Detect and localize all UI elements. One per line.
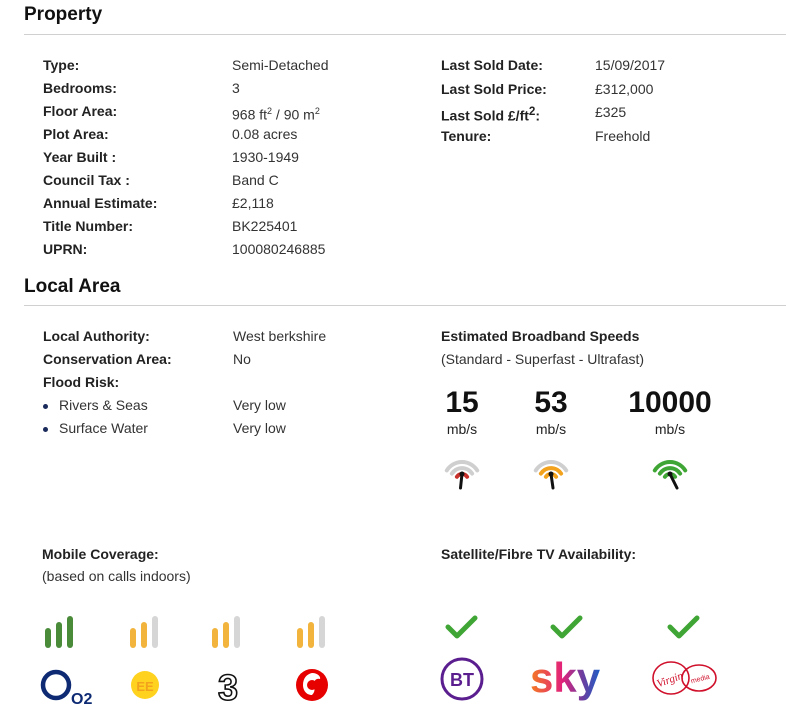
flood-rivers-label: Rivers & Seas [59, 397, 148, 413]
conservation-value: No [233, 351, 251, 367]
check-icon [445, 614, 479, 642]
three-logo-text: 3 [217, 667, 239, 708]
speed-standard-unit: mb/s [446, 421, 478, 437]
property-right-label: Last Sold Date: [441, 57, 543, 73]
signal-bar [152, 616, 158, 648]
property-left-label: Title Number: [43, 218, 133, 234]
gauge-hub [668, 472, 673, 477]
broadband-title: Estimated Broadband Speeds [441, 328, 640, 344]
property-left-value: 3 [232, 80, 240, 96]
check-icon [667, 614, 701, 642]
speed-superfast-unit: mb/s [535, 421, 567, 437]
property-right-label: Last Sold Price: [441, 80, 547, 97]
signal-bar [319, 616, 325, 648]
speed-gauge-icon [648, 452, 692, 492]
signal-bar [45, 628, 51, 648]
property-right-value: £312,000 [595, 80, 654, 97]
property-right-value: Freehold [595, 127, 651, 144]
signal-bars-icon [209, 614, 249, 650]
property-left-label: Bedrooms: [43, 80, 117, 96]
property-left-value: 100080246885 [232, 241, 326, 257]
property-left-label: Type: [43, 57, 80, 73]
speed-ultrafast-value: 10000 [628, 386, 712, 419]
bullet-icon [43, 427, 48, 432]
property-left-value: 1930-1949 [232, 149, 299, 165]
local-authority-value: West berkshire [233, 328, 327, 344]
property-right-label: Last Sold $£/ft^2$: [441, 105, 541, 124]
signal-bar [56, 622, 62, 648]
vodafone-logo [294, 664, 334, 708]
signal-bar [212, 628, 218, 648]
gauge-hub [460, 472, 465, 477]
speed-gauge-icon [440, 452, 484, 492]
signal-bar [130, 628, 136, 648]
property-right-label: Tenure: [441, 127, 492, 144]
signal-bar [223, 622, 229, 648]
property-left-value: BK225401 [232, 218, 298, 234]
bt-logo [440, 657, 486, 703]
property-left-value: £2,118 [232, 195, 274, 211]
local-area-divider [24, 305, 786, 306]
property-right-value: £325 [595, 104, 627, 120]
flood-rivers-value: Very low [233, 397, 286, 413]
virgin-media-text: media [690, 673, 711, 686]
bt-logo-text: BT [450, 670, 474, 690]
local-authority-label: Local Authority: [43, 328, 150, 344]
virgin-media-logo [650, 656, 720, 700]
property-left-label: Annual Estimate: [43, 195, 158, 211]
flood-risk-label: Flood Risk: [43, 374, 120, 390]
property-left-label: Year Built : [43, 149, 117, 165]
three-logo [210, 664, 250, 708]
o2-logo-text: O2 [71, 691, 93, 708]
conservation-label: Conservation Area: [43, 351, 172, 367]
speed-standard-value: 15 [445, 386, 479, 419]
mobile-title: Mobile Coverage: [42, 546, 159, 562]
property-left-value: 0.08 acres [232, 126, 298, 142]
property-left-label: UPRN: [43, 241, 88, 257]
sky-logo-text: sky [530, 654, 601, 701]
signal-bars-icon [42, 614, 82, 650]
flood-surface-label: Surface Water [59, 420, 148, 436]
mobile-subtitle: (based on calls indoors) [42, 568, 191, 584]
signal-bar [67, 616, 73, 648]
signal-bar [308, 622, 314, 648]
speed-superfast-value: 53 [534, 386, 568, 419]
ee-logo [128, 664, 168, 708]
local-area-title: Local Area [24, 276, 121, 297]
virgin-logo-text: Virgin [655, 669, 685, 691]
property-right-value: 15/09/2017 [595, 57, 666, 73]
check-icon [550, 614, 584, 642]
broadband-subtitle: (Standard - Superfast - Ultrafast) [441, 351, 645, 367]
property-left-value: 968 $ft^2 / 90$ $m^2$ [232, 106, 320, 123]
property-left-value: Band C [232, 172, 279, 188]
o2-logo [40, 664, 93, 708]
signal-bar [141, 622, 147, 648]
property-left-label: Floor Area: [43, 103, 118, 119]
property-title: Property [24, 4, 103, 25]
ee-logo-text: EE [136, 679, 154, 694]
sky-logo [528, 652, 606, 704]
signal-bars-icon [294, 614, 334, 650]
bullet-icon [43, 404, 48, 409]
property-left-label: Plot Area: [43, 126, 109, 142]
property-left-label: Council Tax : [43, 172, 130, 188]
gauge-hub [549, 472, 554, 477]
flood-surface-value: Very low [233, 420, 286, 436]
speed-ultrafast-unit: mb/s [654, 421, 686, 437]
property-divider [24, 34, 786, 35]
signal-bar [297, 628, 303, 648]
tv-title: Satellite/Fibre TV Availability: [441, 546, 637, 562]
speed-gauge-icon [529, 452, 573, 492]
signal-bar [234, 616, 240, 648]
signal-bars-icon [127, 614, 167, 650]
property-left-value: Semi-Detached [232, 57, 329, 73]
